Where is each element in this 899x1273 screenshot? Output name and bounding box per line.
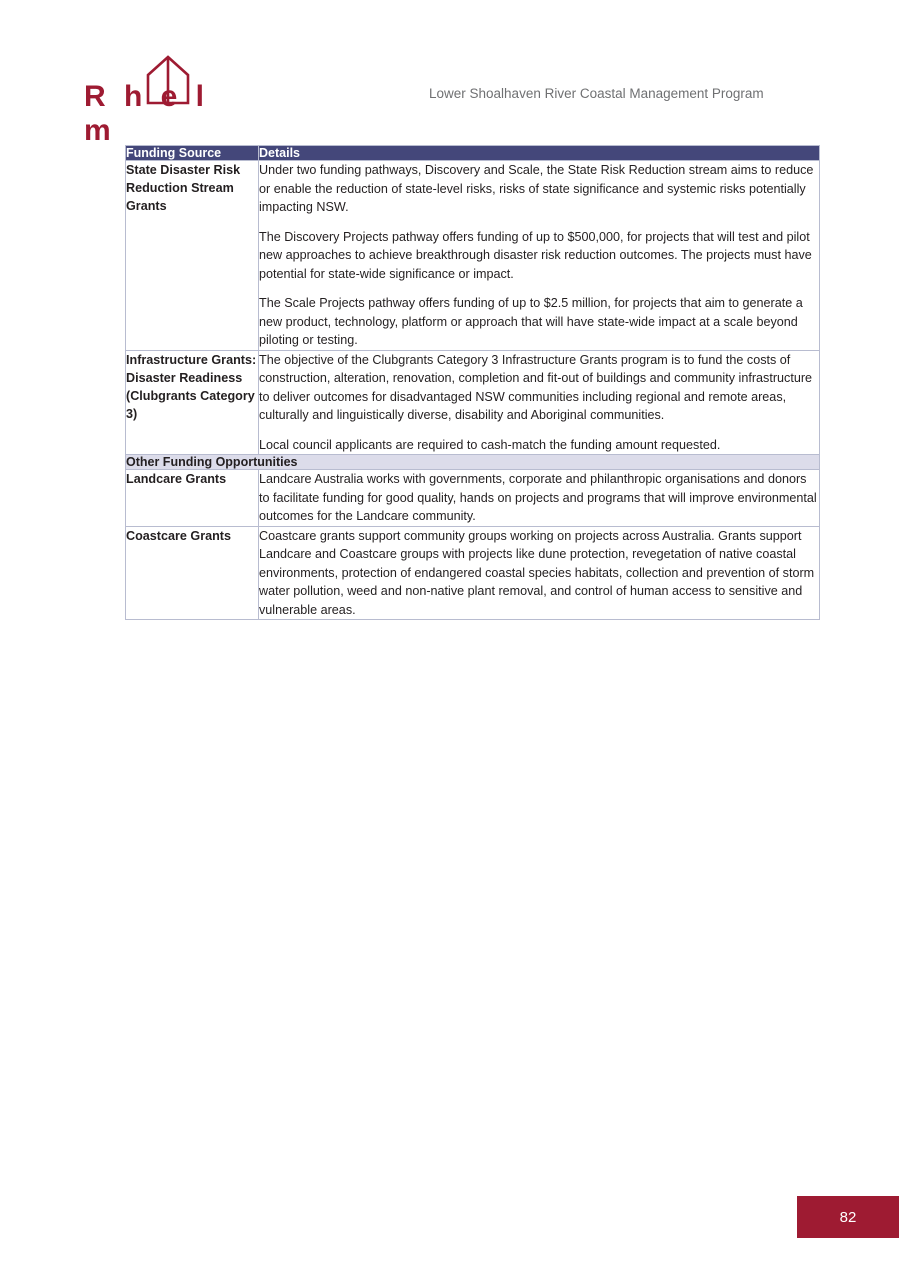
rhelm-logo xyxy=(84,58,234,147)
table-row xyxy=(126,161,820,351)
page-number: 82 xyxy=(797,1196,899,1238)
details-cell xyxy=(259,161,820,351)
subheader-label: Other Funding Opportunities xyxy=(126,455,820,470)
details-paragraph: Landcare Australia works with governments, corporate and philanthropic organisations and donors to facilitate funding for good quality, hands on projects and programs that will improve environmental outcomes for the Landcare community. xyxy=(259,472,817,523)
logo-wordmark: R h e l m xyxy=(84,80,210,147)
funding-source-cell: State Disaster Risk Reduction Stream Grants xyxy=(126,161,259,351)
funding-source-cell: Coastcare Grants xyxy=(126,526,259,620)
house-outline-icon xyxy=(145,54,191,106)
table-row xyxy=(126,350,820,455)
details-paragraph: The objective of the Clubgrants Category 3 Infrastructure Grants program is to fund the costs of construction, alteration, renovation, completion and fit-out of buildings and community infrastructure to deliver outcomes for disadvantaged NSW communities including regional and remote areas, culturally and linguistically diverse, disability and Aboriginal communities. xyxy=(259,352,813,422)
details-paragraph: The Discovery Projects pathway offers funding of up to $500,000, for projects that will test and pilot new approaches to achieve breakthrough disaster risk reduction outcomes. The projects must have potential for state-wide significance or impact. xyxy=(259,229,812,281)
details-cell xyxy=(259,470,820,527)
details-cell xyxy=(259,350,820,455)
table-row xyxy=(126,470,820,527)
column-header-details: Details xyxy=(259,146,820,161)
document-title: Lower Shoalhaven River Coastal Management Program xyxy=(429,86,764,101)
details-paragraph: Local council applicants are required to cash-match the funding amount requested. xyxy=(259,437,721,452)
details-cell xyxy=(259,526,820,620)
funding-source-cell: Infrastructure Grants: Disaster Readiness (Clubgrants Category 3) xyxy=(126,350,259,455)
details-paragraph: The Scale Projects pathway offers funding of up to $2.5 million, for projects that aim to generate a new product, technology, platform or approach that will have state-wide impact at a scale beyond piloting or testing. xyxy=(259,296,803,347)
details-paragraph: Under two funding pathways, Discovery and Scale, the State Risk Reduction stream aims to reduce or enable the reduction of state-level risks, risks of state significance and systemic risks potentially impacting NSW. xyxy=(259,163,814,214)
table-header-row xyxy=(126,146,820,161)
column-header-funding-source: Funding Source xyxy=(126,146,259,161)
funding-source-cell: Landcare Grants xyxy=(126,470,259,527)
details-paragraph: Coastcare grants support community groups working on projects across Australia. Grants support Landcare and Coastcare groups with projects like dune protection, revegetation of native coastal environments, protection of endangered coastal species habitats, collection and prevention of storm water pollution, weed and non-native plant removal, and control of human access to sensitive and vulnerable areas. xyxy=(259,528,815,617)
funding-table xyxy=(125,145,820,620)
funding-table-container xyxy=(125,145,819,620)
table-row xyxy=(126,526,820,620)
table-subheader-row xyxy=(126,455,820,470)
page-header xyxy=(0,48,899,147)
